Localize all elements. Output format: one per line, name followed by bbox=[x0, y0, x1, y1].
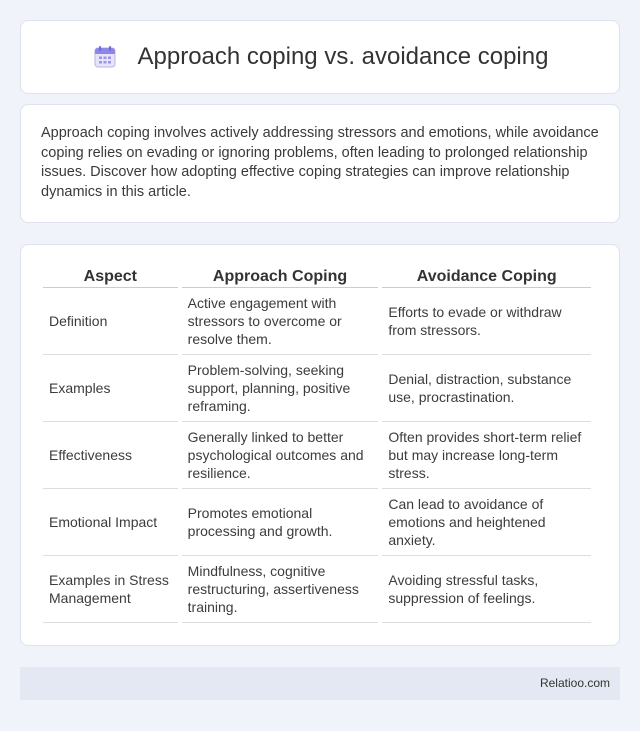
table-row bbox=[43, 489, 591, 556]
column-header-aspect: Aspect bbox=[43, 265, 178, 288]
footer-site-link[interactable]: Relatioo.com bbox=[539, 676, 610, 690]
title-card bbox=[20, 20, 620, 94]
approach-cell: Mindfulness, cognitive restructuring, assertiveness training. bbox=[182, 556, 379, 623]
avoidance-cell: Denial, distraction, substance use, procrastination. bbox=[382, 355, 591, 422]
avoidance-cell: Often provides short-term relief but may increase long-term stress. bbox=[382, 422, 591, 489]
page-title: Approach coping vs. avoidance coping bbox=[137, 43, 549, 70]
avoidance-cell: Efforts to evade or withdraw from stressors. bbox=[382, 288, 591, 355]
aspect-cell: Examples in Stress Management bbox=[43, 556, 178, 623]
table-row bbox=[43, 556, 591, 623]
aspect-cell: Examples bbox=[43, 355, 178, 422]
approach-cell: Problem-solving, seeking support, planning, positive reframing. bbox=[182, 355, 379, 422]
approach-cell: Promotes emotional processing and growth. bbox=[182, 489, 379, 556]
approach-cell: Generally linked to better psychological outcomes and resilience. bbox=[182, 422, 379, 489]
table-header-row bbox=[43, 265, 591, 288]
calendar-icon bbox=[92, 44, 118, 70]
aspect-cell: Emotional Impact bbox=[43, 489, 178, 556]
aspect-cell: Effectiveness bbox=[43, 422, 178, 489]
avoidance-cell: Can lead to avoidance of emotions and heightened anxiety. bbox=[382, 489, 591, 556]
avoidance-cell: Avoiding stressful tasks, suppression of feelings. bbox=[382, 556, 591, 623]
comparison-table bbox=[39, 265, 595, 623]
table-row bbox=[43, 288, 591, 355]
table-row bbox=[43, 422, 591, 489]
comparison-table-card bbox=[20, 244, 620, 646]
intro-text: Approach coping involves actively addressing stressors and emotions, while avoidance coping relies on evading or ignoring problems, often leading to prolonged relationship issues. Discover how adopting effective coping strategies can improve relationship dynamics in this article. bbox=[41, 125, 599, 200]
column-header-approach: Approach Coping bbox=[182, 265, 379, 288]
aspect-cell: Definition bbox=[43, 288, 178, 355]
approach-cell: Active engagement with stressors to overcome or resolve them. bbox=[182, 288, 379, 355]
intro-card bbox=[20, 104, 620, 223]
footer bbox=[20, 667, 620, 700]
table-row bbox=[43, 355, 591, 422]
column-header-avoidance: Avoidance Coping bbox=[382, 265, 591, 288]
